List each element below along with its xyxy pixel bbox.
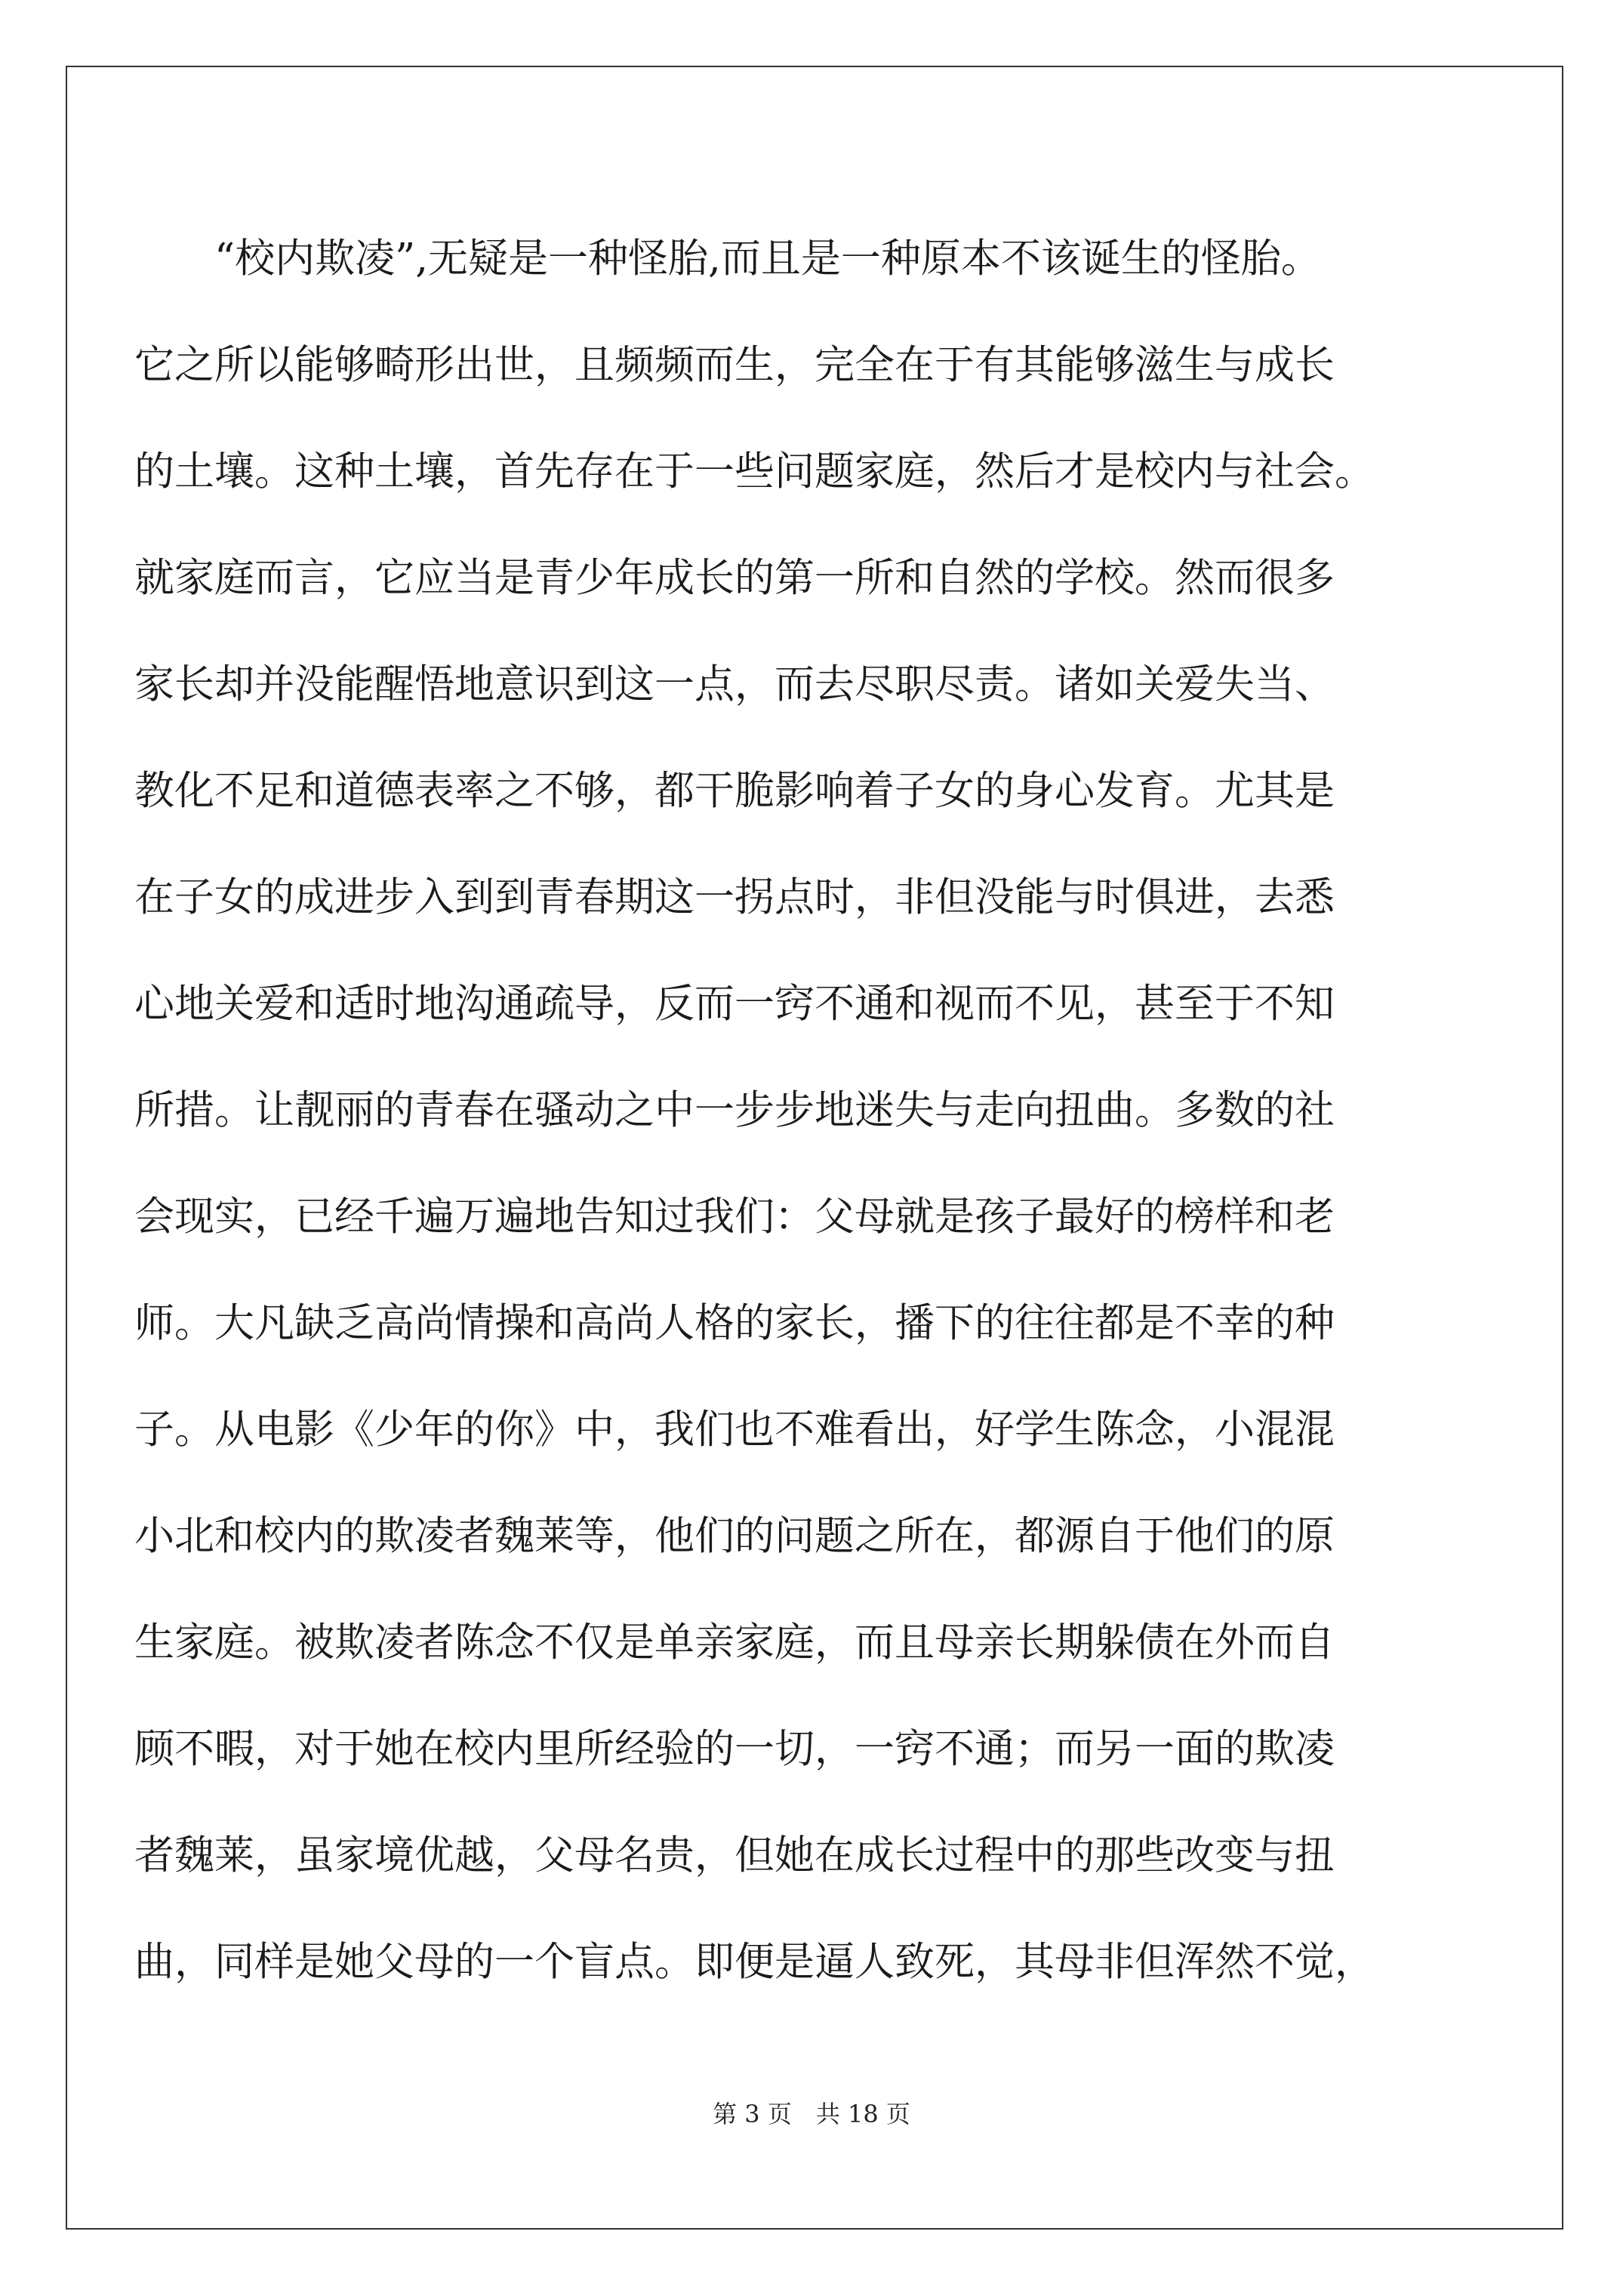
paragraph-line: 顾不暇，对于她在校内里所经验的一切，一窍不通；而另一面的欺凌 (134, 1726, 1335, 1772)
paragraph-line: 在子女的成进步入到到青春期这一拐点时，非但没能与时俱进，去悉 (134, 874, 1335, 920)
paragraph-line: 会现实，已经千遍万遍地告知过我们：父母就是孩子最好的榜样和老 (134, 1194, 1335, 1240)
paragraph-line: “校内欺凌”,无疑是一种怪胎,而且是一种原本不该诞生的怪胎。 (214, 236, 1321, 282)
paragraph-line: 者魏莱，虽家境优越，父母名贵，但她在成长过程中的那些改变与扭 (134, 1832, 1335, 1878)
paragraph-line: 生家庭。被欺凌者陈念不仅是单亲家庭，而且母亲长期躲债在外而自 (134, 1620, 1335, 1666)
paragraph-line: 所措。让靓丽的青春在骚动之中一步步地迷失与走向扭曲。多数的社 (134, 1087, 1335, 1133)
paragraph-line: 子。从电影《少年的你》中，我们也不难看出，好学生陈念，小混混 (134, 1407, 1335, 1453)
paragraph-line: 心地关爱和适时地沟通疏导，反而一窍不通和视而不见，甚至于不知 (134, 981, 1335, 1027)
paragraph-line: 它之所以能够畸形出世，且频频而生，完全在于有其能够滋生与成长 (134, 342, 1335, 388)
paragraph-line: 小北和校内的欺凌者魏莱等，他们的问题之所在，都源自于他们的原 (134, 1513, 1335, 1559)
body-paragraph (134, 205, 1511, 2015)
paragraph-line: 家长却并没能醒悟地意识到这一点，而去尽职尽责。诸如关爱失当、 (134, 661, 1335, 707)
page-number-footer: 第 3 页 共 18 页 (713, 2100, 910, 2128)
paragraph-line: 就家庭而言，它应当是青少年成长的第一所和自然的学校。然而很多 (134, 555, 1335, 601)
paragraph-line: 的土壤。这种土壤，首先存在于一些问题家庭，然后才是校内与社会。 (134, 448, 1375, 495)
paragraph-line: 曲，同样是她父母的一个盲点。即便是逼人致死，其母非但浑然不觉， (134, 1939, 1375, 1985)
paragraph-line: 教化不足和道德表率之不够，都干脆影响着子女的身心发育。尤其是 (134, 768, 1335, 814)
paragraph-line: 师。大凡缺乏高尚情操和高尚人格的家长，播下的往往都是不幸的种 (134, 1300, 1335, 1346)
